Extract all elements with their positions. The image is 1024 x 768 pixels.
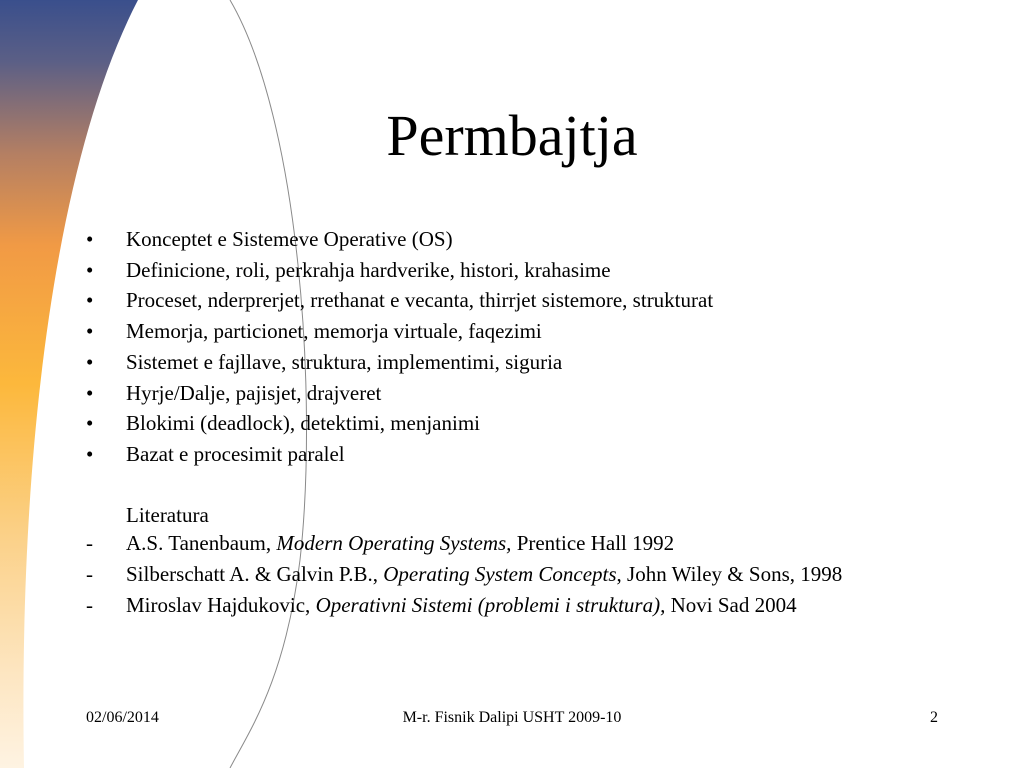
list-item: [86, 285, 946, 316]
reference-item: [86, 531, 906, 555]
reference-title: Operating System Concepts: [383, 562, 617, 586]
slide-title: Permbajtja: [386, 103, 638, 168]
list-item: [86, 255, 946, 286]
bullet-marker: •: [86, 380, 94, 405]
bullet-marker: •: [86, 257, 94, 282]
list-item: [86, 347, 946, 378]
reference-author: Miroslav Hajdukovic,: [126, 593, 316, 617]
reference-author: Silberschatt A. & Galvin P.B.,: [126, 562, 384, 586]
reference-title: Modern Operating Systems,: [276, 531, 512, 555]
footer-author: M-r. Fisnik Dalipi USHT 2009-10: [402, 709, 622, 726]
topic-text: Blokimi (deadlock), detektimi, menjanimi: [126, 411, 481, 436]
bullet-marker: •: [86, 411, 94, 436]
bullet-marker: •: [86, 441, 94, 466]
reference-publisher: Prentice Hall 1992: [511, 531, 675, 555]
topic-text: Bazat e procesimit paralel: [126, 441, 345, 466]
reference-item: [86, 562, 906, 586]
topic-text: Definicione, roli, perkrahja hardverike, histori, krahasime: [126, 257, 611, 282]
topic-text: Hyrje/Dalje, pajisjet, drajveret: [126, 380, 382, 405]
topic-text: Memorja, particionet, memorja virtuale, faqezimi: [126, 319, 542, 344]
bullet-marker: •: [86, 349, 94, 374]
reference-author: A.S. Tanenbaum,: [126, 531, 277, 555]
reference-publisher: Novi Sad 2004: [665, 593, 797, 617]
list-item: [86, 224, 946, 255]
literature-heading: Literatura: [126, 503, 209, 527]
bullet-marker: •: [86, 227, 94, 251]
list-item: [86, 378, 946, 409]
page-number: 2: [930, 709, 938, 726]
topics-list: [86, 224, 946, 470]
list-item: [86, 408, 946, 439]
list-item: [86, 316, 946, 347]
reference-title: Operativni Sistemi (problemi i struktura),: [315, 593, 666, 617]
topic-text: Proceset, nderprerjet, rrethanat e vecanta, thirrjet sistemore, strukturat: [126, 288, 714, 313]
bullet-marker: •: [86, 319, 94, 344]
footer-date: 02/06/2014: [86, 709, 159, 726]
topic-text: Sistemet e fajllave, struktura, implementimi, siguria: [126, 349, 563, 374]
dash-marker: -: [86, 593, 93, 617]
dash-marker: -: [86, 562, 93, 586]
references-list: [86, 531, 906, 624]
bullet-marker: •: [86, 288, 94, 313]
topic-text: Konceptet e Sistemeve Operative (OS): [126, 227, 453, 251]
dash-marker: -: [86, 531, 93, 555]
list-item: [86, 439, 946, 470]
reference-publisher: , John Wiley & Sons, 1998: [616, 562, 843, 586]
reference-item: [86, 593, 906, 617]
